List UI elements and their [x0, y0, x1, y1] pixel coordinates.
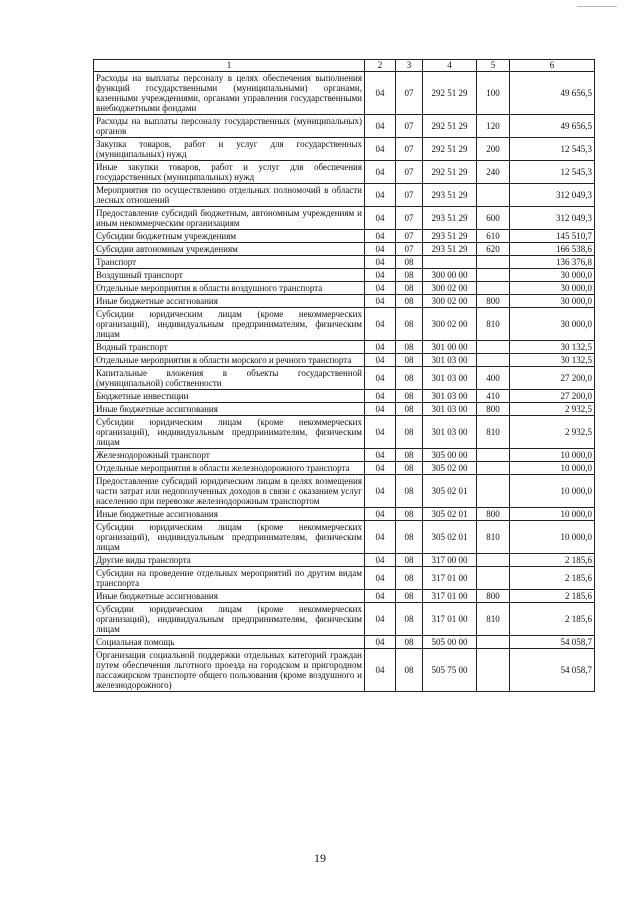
scan-artifact: [577, 6, 617, 7]
header-cell: 6: [510, 60, 595, 72]
header-cell: 5: [477, 60, 510, 72]
row-section-cell: 04: [365, 282, 396, 295]
row-amount-cell: 2 932,5: [510, 403, 595, 416]
row-subsection-cell: 08: [396, 603, 423, 636]
row-expense-type-cell: [477, 341, 510, 354]
row-subsection-cell: 08: [396, 390, 423, 403]
table-row: [94, 184, 595, 207]
row-section-cell: 04: [365, 590, 396, 603]
row-amount-cell: 2 185,6: [510, 554, 595, 567]
row-subsection-cell: 08: [396, 636, 423, 649]
row-target-article-cell: 293 51 29: [423, 230, 477, 243]
row-subsection-cell: 08: [396, 282, 423, 295]
row-target-article-cell: 292 51 29: [423, 115, 477, 138]
row-name-cell: Другие виды транспорта: [94, 554, 365, 567]
row-section-cell: 04: [365, 184, 396, 207]
row-expense-type-cell: 200: [477, 138, 510, 161]
row-amount-cell: 30 000,0: [510, 282, 595, 295]
row-target-article-cell: 293 51 29: [423, 243, 477, 256]
table-row: [94, 282, 595, 295]
row-section-cell: 04: [365, 636, 396, 649]
row-subsection-cell: 07: [396, 115, 423, 138]
row-amount-cell: 27 200,0: [510, 367, 595, 390]
row-subsection-cell: 08: [396, 367, 423, 390]
header-cell: 4: [423, 60, 477, 72]
table-row: [94, 521, 595, 554]
row-section-cell: 04: [365, 603, 396, 636]
row-subsection-cell: 07: [396, 243, 423, 256]
row-subsection-cell: 07: [396, 138, 423, 161]
table-row: [94, 256, 595, 269]
row-expense-type-cell: 100: [477, 72, 510, 115]
table-row: [94, 649, 595, 692]
row-expense-type-cell: 800: [477, 508, 510, 521]
row-target-article-cell: 317 01 00: [423, 590, 477, 603]
row-name-cell: Водный транспорт: [94, 341, 365, 354]
row-amount-cell: 145 510,7: [510, 230, 595, 243]
row-target-article-cell: 505 00 00: [423, 636, 477, 649]
row-target-article-cell: 300 02 00: [423, 308, 477, 341]
table-row: [94, 138, 595, 161]
header-cell: 2: [365, 60, 396, 72]
row-expense-type-cell: [477, 462, 510, 475]
row-section-cell: 04: [365, 508, 396, 521]
row-name-cell: Транспорт: [94, 256, 365, 269]
row-amount-cell: 30 132,5: [510, 354, 595, 367]
row-amount-cell: 2 185,6: [510, 567, 595, 590]
row-amount-cell: 166 538,6: [510, 243, 595, 256]
row-target-article-cell: 301 03 00: [423, 390, 477, 403]
row-name-cell: Субсидии юридическим лицам (кроме некоммерческих организаций), индивидуальным предпринимателям, физическим лицам: [94, 603, 365, 636]
row-amount-cell: 30 000,0: [510, 269, 595, 282]
page-number: 19: [314, 851, 326, 865]
row-expense-type-cell: [477, 475, 510, 508]
row-name-cell: Организация социальной поддержки отдельных категорий граждан путем обеспечения льготного проезда на городском и пригородном пассажирском транспорте общего пользования (кроме воздушного и железнодорожного): [94, 649, 365, 692]
row-name-cell: Отдельные мероприятия в области морского и речного транспорта: [94, 354, 365, 367]
row-expense-type-cell: [477, 567, 510, 590]
row-section-cell: 04: [365, 521, 396, 554]
table-row: [94, 449, 595, 462]
row-name-cell: Закупка товаров, работ и услуг для государственных (муниципальных) нужд: [94, 138, 365, 161]
row-expense-type-cell: 240: [477, 161, 510, 184]
row-expense-type-cell: 800: [477, 590, 510, 603]
row-amount-cell: 10 000,0: [510, 449, 595, 462]
row-expense-type-cell: [477, 449, 510, 462]
row-subsection-cell: 07: [396, 161, 423, 184]
row-amount-cell: 12 545,3: [510, 161, 595, 184]
row-amount-cell: 10 000,0: [510, 475, 595, 508]
row-target-article-cell: 305 02 01: [423, 521, 477, 554]
row-expense-type-cell: 810: [477, 521, 510, 554]
row-subsection-cell: 08: [396, 521, 423, 554]
row-section-cell: 04: [365, 230, 396, 243]
row-section-cell: 04: [365, 341, 396, 354]
row-name-cell: Воздушный транспорт: [94, 269, 365, 282]
row-section-cell: 04: [365, 269, 396, 282]
row-name-cell: Отдельные мероприятия в области воздушного транспорта: [94, 282, 365, 295]
row-target-article-cell: 300 00 00: [423, 269, 477, 282]
row-amount-cell: 12 545,3: [510, 138, 595, 161]
row-name-cell: Иные бюджетные ассигнования: [94, 508, 365, 521]
row-target-article-cell: 292 51 29: [423, 161, 477, 184]
row-name-cell: Субсидии юридическим лицам (кроме некоммерческих организаций), индивидуальным предпринимателям, физическим лицам: [94, 416, 365, 449]
row-expense-type-cell: 800: [477, 295, 510, 308]
row-amount-cell: 49 656,5: [510, 72, 595, 115]
row-name-cell: Предоставление субсидий бюджетным, автономным учреждениям и иным некоммерческим организациям: [94, 207, 365, 230]
table-row: [94, 308, 595, 341]
row-section-cell: 04: [365, 462, 396, 475]
row-section-cell: 04: [365, 138, 396, 161]
row-expense-type-cell: [477, 649, 510, 692]
row-amount-cell: 2 932,5: [510, 416, 595, 449]
table-row: [94, 390, 595, 403]
table-row: [94, 367, 595, 390]
row-section-cell: 04: [365, 308, 396, 341]
row-expense-type-cell: [477, 269, 510, 282]
row-section-cell: 04: [365, 354, 396, 367]
table-row: [94, 475, 595, 508]
row-name-cell: Отдельные мероприятия в области железнодорожного транспорта: [94, 462, 365, 475]
row-expense-type-cell: 610: [477, 230, 510, 243]
row-name-cell: Мероприятия по осуществлению отдельных полномочий в области лесных отношений: [94, 184, 365, 207]
row-section-cell: 04: [365, 367, 396, 390]
row-name-cell: Иные бюджетные ассигнования: [94, 295, 365, 308]
row-expense-type-cell: 410: [477, 390, 510, 403]
row-name-cell: Субсидии юридическим лицам (кроме некоммерческих организаций), индивидуальным предпринимателям, физическим лицам: [94, 521, 365, 554]
row-name-cell: Расходы на выплаты персоналу в целях обеспечения выполнения функций государственными (муниципальными) органами, казенными учреждениями, органами управления государственными внебюджетными фондами: [94, 72, 365, 115]
row-target-article-cell: 317 01 00: [423, 603, 477, 636]
row-section-cell: 04: [365, 475, 396, 508]
row-section-cell: 04: [365, 554, 396, 567]
header-cell: 1: [94, 60, 365, 72]
table-row: [94, 243, 595, 256]
row-target-article-cell: 505 75 00: [423, 649, 477, 692]
row-subsection-cell: 08: [396, 475, 423, 508]
row-expense-type-cell: [477, 554, 510, 567]
row-section-cell: 04: [365, 207, 396, 230]
row-subsection-cell: 08: [396, 649, 423, 692]
row-section-cell: 04: [365, 256, 396, 269]
row-subsection-cell: 08: [396, 416, 423, 449]
row-target-article-cell: 305 02 01: [423, 475, 477, 508]
row-subsection-cell: 07: [396, 184, 423, 207]
row-subsection-cell: 08: [396, 554, 423, 567]
row-name-cell: Субсидии бюджетным учреждениям: [94, 230, 365, 243]
row-expense-type-cell: 810: [477, 603, 510, 636]
row-expense-type-cell: [477, 636, 510, 649]
row-subsection-cell: 08: [396, 295, 423, 308]
row-amount-cell: 54 058,7: [510, 649, 595, 692]
table-row: [94, 72, 595, 115]
row-expense-type-cell: 620: [477, 243, 510, 256]
row-amount-cell: 10 000,0: [510, 508, 595, 521]
table-row: [94, 295, 595, 308]
row-expense-type-cell: [477, 282, 510, 295]
table-row: [94, 590, 595, 603]
row-subsection-cell: 07: [396, 207, 423, 230]
row-subsection-cell: 07: [396, 230, 423, 243]
row-section-cell: 04: [365, 403, 396, 416]
row-amount-cell: 54 058,7: [510, 636, 595, 649]
table-header-row: [94, 60, 595, 72]
row-amount-cell: 312 049,3: [510, 184, 595, 207]
row-target-article-cell: 305 00 00: [423, 449, 477, 462]
row-target-article-cell: 301 03 00: [423, 367, 477, 390]
row-name-cell: Социальная помощь: [94, 636, 365, 649]
row-target-article-cell: 292 51 29: [423, 138, 477, 161]
row-expense-type-cell: 810: [477, 416, 510, 449]
row-name-cell: Иные закупки товаров, работ и услуг для обеспечения государственных (муниципальных) нужд: [94, 161, 365, 184]
row-target-article-cell: 301 03 00: [423, 354, 477, 367]
row-name-cell: Субсидии автономным учреждениям: [94, 243, 365, 256]
row-subsection-cell: 07: [396, 72, 423, 115]
row-amount-cell: 30 000,0: [510, 308, 595, 341]
row-section-cell: 04: [365, 243, 396, 256]
row-expense-type-cell: [477, 354, 510, 367]
row-section-cell: 04: [365, 567, 396, 590]
table-row: [94, 567, 595, 590]
row-name-cell: Железнодорожный транспорт: [94, 449, 365, 462]
row-amount-cell: 2 185,6: [510, 590, 595, 603]
budget-table: [93, 59, 595, 692]
table-row: [94, 416, 595, 449]
row-name-cell: Бюджетные инвестиции: [94, 390, 365, 403]
row-subsection-cell: 08: [396, 508, 423, 521]
row-target-article-cell: 317 00 00: [423, 554, 477, 567]
table-row: [94, 636, 595, 649]
row-subsection-cell: 08: [396, 308, 423, 341]
row-target-article-cell: 301 00 00: [423, 341, 477, 354]
table-row: [94, 230, 595, 243]
row-amount-cell: 10 000,0: [510, 521, 595, 554]
row-amount-cell: 27 200,0: [510, 390, 595, 403]
row-amount-cell: 30 000,0: [510, 295, 595, 308]
row-subsection-cell: 08: [396, 462, 423, 475]
row-expense-type-cell: 400: [477, 367, 510, 390]
row-target-article-cell: 293 51 29: [423, 207, 477, 230]
row-amount-cell: 2 185,6: [510, 603, 595, 636]
row-section-cell: 04: [365, 295, 396, 308]
row-target-article-cell: 301 03 00: [423, 403, 477, 416]
table-row: [94, 462, 595, 475]
row-amount-cell: 49 656,5: [510, 115, 595, 138]
row-subsection-cell: 08: [396, 256, 423, 269]
row-section-cell: 04: [365, 72, 396, 115]
row-expense-type-cell: 800: [477, 403, 510, 416]
row-section-cell: 04: [365, 161, 396, 184]
row-subsection-cell: 08: [396, 269, 423, 282]
row-target-article-cell: 305 02 01: [423, 508, 477, 521]
row-amount-cell: 136 376,8: [510, 256, 595, 269]
row-target-article-cell: [423, 256, 477, 269]
table-row: [94, 354, 595, 367]
row-section-cell: 04: [365, 390, 396, 403]
row-name-cell: Капитальные вложения в объекты государственной (муниципальной) собственности: [94, 367, 365, 390]
row-expense-type-cell: [477, 184, 510, 207]
row-name-cell: Расходы на выплаты персоналу государственных (муниципальных) органов: [94, 115, 365, 138]
row-name-cell: Субсидии юридическим лицам (кроме некоммерческих организаций), индивидуальным предпринимателям, физическим лицам: [94, 308, 365, 341]
table-row: [94, 341, 595, 354]
row-target-article-cell: 300 02 00: [423, 282, 477, 295]
row-subsection-cell: 08: [396, 341, 423, 354]
row-expense-type-cell: 810: [477, 308, 510, 341]
row-amount-cell: 30 132,5: [510, 341, 595, 354]
row-subsection-cell: 08: [396, 567, 423, 590]
row-name-cell: Субсидии на проведение отдельных мероприятий по другим видам транспорта: [94, 567, 365, 590]
row-section-cell: 04: [365, 649, 396, 692]
row-section-cell: 04: [365, 416, 396, 449]
row-section-cell: 04: [365, 449, 396, 462]
header-cell: 3: [396, 60, 423, 72]
row-target-article-cell: 300 02 00: [423, 295, 477, 308]
row-subsection-cell: 08: [396, 449, 423, 462]
row-name-cell: Предоставление субсидий юридическим лицам в целях возмещения части затрат или недополученных доходов в связи с оказанием услуг населению при перевозке железнодорожным транспортом: [94, 475, 365, 508]
table-row: [94, 403, 595, 416]
row-target-article-cell: 317 01 00: [423, 567, 477, 590]
table-row: [94, 269, 595, 282]
row-amount-cell: 10 000,0: [510, 462, 595, 475]
row-target-article-cell: 293 51 29: [423, 184, 477, 207]
table-row: [94, 115, 595, 138]
row-expense-type-cell: [477, 256, 510, 269]
row-expense-type-cell: 600: [477, 207, 510, 230]
row-target-article-cell: 305 02 00: [423, 462, 477, 475]
row-target-article-cell: 301 03 00: [423, 416, 477, 449]
row-target-article-cell: 292 51 29: [423, 72, 477, 115]
table-row: [94, 554, 595, 567]
row-name-cell: Иные бюджетные ассигнования: [94, 590, 365, 603]
table-row: [94, 207, 595, 230]
table-row: [94, 508, 595, 521]
row-subsection-cell: 08: [396, 354, 423, 367]
row-subsection-cell: 08: [396, 590, 423, 603]
table-row: [94, 603, 595, 636]
row-expense-type-cell: 120: [477, 115, 510, 138]
row-subsection-cell: 08: [396, 403, 423, 416]
table-row: [94, 161, 595, 184]
row-amount-cell: 312 049,3: [510, 207, 595, 230]
row-name-cell: Иные бюджетные ассигнования: [94, 403, 365, 416]
row-section-cell: 04: [365, 115, 396, 138]
